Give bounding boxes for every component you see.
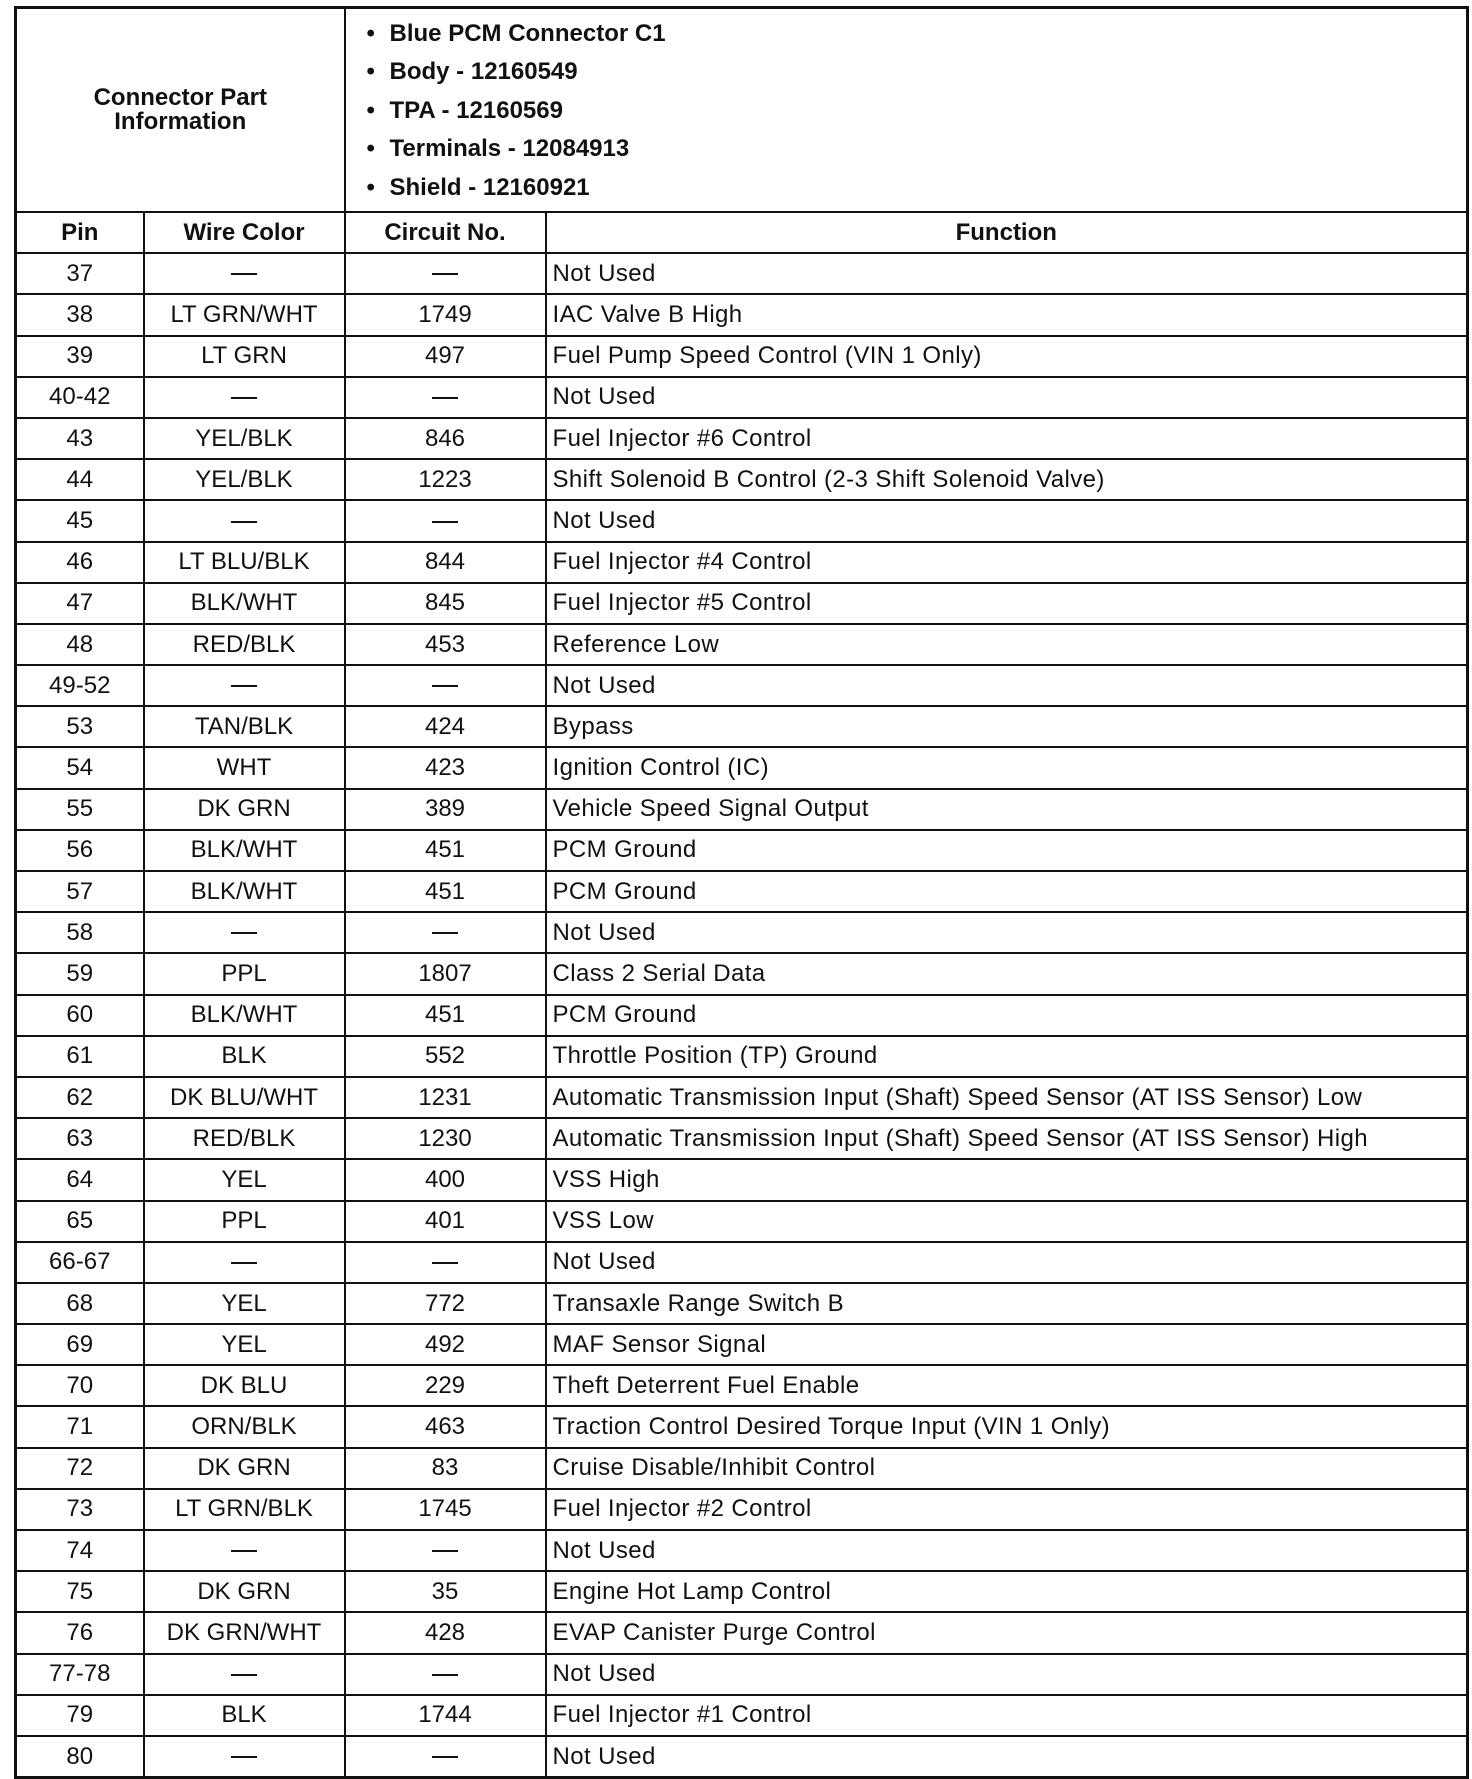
- circuit-no-cell: [345, 500, 546, 541]
- wire-color-cell: [144, 253, 345, 294]
- empty-dash: [432, 397, 458, 399]
- circuit-no-cell: 401: [345, 1201, 546, 1242]
- table-row: [16, 1036, 1468, 1077]
- empty-dash: [231, 397, 257, 399]
- connector-part-item: [366, 15, 1467, 53]
- pin-cell: 66-67: [16, 1242, 144, 1283]
- circuit-no-cell: 1223: [345, 459, 546, 500]
- bullet-icon: •: [366, 58, 375, 86]
- circuit-no-cell: [345, 1654, 546, 1695]
- pin-cell: 68: [16, 1283, 144, 1324]
- wire-color-cell: LT GRN: [144, 336, 345, 377]
- table-row: [16, 1242, 1468, 1283]
- pin-cell: 49-52: [16, 665, 144, 706]
- column-header-circuit-no: Circuit No.: [345, 212, 546, 253]
- wire-color-cell: PPL: [144, 1201, 345, 1242]
- table-row: [16, 336, 1468, 377]
- pin-cell: 72: [16, 1448, 144, 1489]
- wire-color-cell: [144, 500, 345, 541]
- circuit-no-cell: 451: [345, 871, 546, 912]
- function-cell: Throttle Position (TP) Ground: [546, 1036, 1468, 1077]
- connector-part-text: Body - 12160549: [389, 58, 578, 86]
- circuit-no-cell: 1230: [345, 1118, 546, 1159]
- circuit-no-cell: 423: [345, 747, 546, 788]
- pin-cell: 59: [16, 953, 144, 994]
- wire-color-cell: YEL/BLK: [144, 418, 345, 459]
- function-cell: PCM Ground: [546, 830, 1468, 871]
- function-cell: Automatic Transmission Input (Shaft) Speed Sensor (AT ISS Sensor) High: [546, 1118, 1468, 1159]
- function-cell: Bypass: [546, 706, 1468, 747]
- table-row: [16, 1365, 1468, 1406]
- wire-color-cell: DK GRN: [144, 789, 345, 830]
- circuit-no-cell: 428: [345, 1612, 546, 1653]
- bullet-icon: •: [366, 135, 375, 163]
- table-row: [16, 500, 1468, 541]
- connector-part-label-line2: Information: [114, 108, 247, 136]
- empty-dash: [231, 685, 257, 687]
- wire-color-cell: DK BLU/WHT: [144, 1077, 345, 1118]
- pin-cell: 60: [16, 995, 144, 1036]
- function-cell: Not Used: [546, 1242, 1468, 1283]
- table-row: [16, 1612, 1468, 1653]
- circuit-no-cell: 463: [345, 1406, 546, 1447]
- wire-color-cell: LT BLU/BLK: [144, 542, 345, 583]
- circuit-no-cell: 492: [345, 1324, 546, 1365]
- function-cell: Shift Solenoid B Control (2-3 Shift Solenoid Valve): [546, 459, 1468, 500]
- circuit-no-cell: [345, 665, 546, 706]
- function-cell: Fuel Pump Speed Control (VIN 1 Only): [546, 336, 1468, 377]
- table-row: [16, 789, 1468, 830]
- circuit-no-cell: 451: [345, 830, 546, 871]
- function-cell: Not Used: [546, 1736, 1468, 1778]
- wire-color-cell: DK GRN/WHT: [144, 1612, 345, 1653]
- function-cell: Theft Deterrent Fuel Enable: [546, 1365, 1468, 1406]
- table-row: [16, 1406, 1468, 1447]
- table-row: [16, 1695, 1468, 1736]
- empty-dash: [432, 1756, 458, 1758]
- connector-part-information-label: [16, 8, 345, 213]
- table-row: [16, 1159, 1468, 1200]
- wire-color-cell: BLK: [144, 1695, 345, 1736]
- connector-part-text: Blue PCM Connector C1: [389, 20, 666, 47]
- wire-color-cell: ORN/BLK: [144, 1406, 345, 1447]
- wire-color-cell: YEL/BLK: [144, 459, 345, 500]
- function-cell: Ignition Control (IC): [546, 747, 1468, 788]
- pin-cell: 45: [16, 500, 144, 541]
- circuit-no-cell: 1807: [345, 953, 546, 994]
- circuit-no-cell: [345, 912, 546, 953]
- circuit-no-cell: 229: [345, 1365, 546, 1406]
- pin-cell: 54: [16, 747, 144, 788]
- table-row: [16, 747, 1468, 788]
- table-row: [16, 418, 1468, 459]
- pin-cell: 48: [16, 624, 144, 665]
- wire-color-cell: YEL: [144, 1324, 345, 1365]
- circuit-no-cell: 35: [345, 1571, 546, 1612]
- pin-cell: 65: [16, 1201, 144, 1242]
- empty-dash: [231, 273, 257, 275]
- wire-color-cell: [144, 1736, 345, 1778]
- pin-cell: 77-78: [16, 1654, 144, 1695]
- connector-part-text: Terminals - 12084913: [389, 135, 630, 163]
- table-row: [16, 1201, 1468, 1242]
- function-cell: Reference Low: [546, 624, 1468, 665]
- empty-dash: [432, 932, 458, 934]
- wire-color-cell: WHT: [144, 747, 345, 788]
- function-cell: Fuel Injector #1 Control: [546, 1695, 1468, 1736]
- circuit-no-cell: [345, 253, 546, 294]
- wire-color-cell: DK BLU: [144, 1365, 345, 1406]
- connector-part-label-line1: Connector Part: [93, 84, 267, 112]
- connector-part-text: TPA - 12160569: [389, 96, 563, 124]
- function-cell: Not Used: [546, 1530, 1468, 1571]
- table-row: [16, 1489, 1468, 1530]
- empty-dash: [432, 1262, 458, 1264]
- table-row: [16, 294, 1468, 335]
- circuit-no-cell: 453: [345, 624, 546, 665]
- circuit-no-cell: 845: [345, 583, 546, 624]
- empty-dash: [432, 1550, 458, 1552]
- table-row: [16, 1571, 1468, 1612]
- table-row: [16, 1118, 1468, 1159]
- table-row: [16, 706, 1468, 747]
- table-row: [16, 624, 1468, 665]
- circuit-no-cell: 424: [345, 706, 546, 747]
- wire-color-cell: RED/BLK: [144, 1118, 345, 1159]
- table-row: [16, 1530, 1468, 1571]
- wire-color-cell: BLK/WHT: [144, 583, 345, 624]
- pin-cell: 44: [16, 459, 144, 500]
- pin-cell: 64: [16, 1159, 144, 1200]
- table-row: [16, 377, 1468, 418]
- table-row: [16, 459, 1468, 500]
- circuit-no-cell: 451: [345, 995, 546, 1036]
- table-row: [16, 583, 1468, 624]
- pin-cell: 69: [16, 1324, 144, 1365]
- table-row: [16, 995, 1468, 1036]
- function-cell: Not Used: [546, 665, 1468, 706]
- function-cell: Not Used: [546, 377, 1468, 418]
- table-row: [16, 871, 1468, 912]
- function-cell: VSS Low: [546, 1201, 1468, 1242]
- function-cell: EVAP Canister Purge Control: [546, 1612, 1468, 1653]
- wire-color-cell: [144, 1654, 345, 1695]
- function-cell: MAF Sensor Signal: [546, 1324, 1468, 1365]
- function-cell: Vehicle Speed Signal Output: [546, 789, 1468, 830]
- empty-dash: [231, 1262, 257, 1264]
- wire-color-cell: [144, 1530, 345, 1571]
- pin-cell: 47: [16, 583, 144, 624]
- circuit-no-cell: 552: [345, 1036, 546, 1077]
- circuit-no-cell: 1231: [345, 1077, 546, 1118]
- table-row: [16, 1654, 1468, 1695]
- wire-color-cell: BLK/WHT: [144, 995, 345, 1036]
- function-cell: VSS High: [546, 1159, 1468, 1200]
- connector-part-item: [366, 130, 1467, 168]
- wire-color-cell: [144, 665, 345, 706]
- function-cell: PCM Ground: [546, 871, 1468, 912]
- function-cell: Not Used: [546, 500, 1468, 541]
- table-row: [16, 665, 1468, 706]
- wire-color-cell: [144, 912, 345, 953]
- pin-cell: 37: [16, 253, 144, 294]
- connector-part-text: Shield - 12160921: [389, 173, 590, 201]
- pin-cell: 71: [16, 1406, 144, 1447]
- function-cell: Not Used: [546, 1654, 1468, 1695]
- wire-color-cell: TAN/BLK: [144, 706, 345, 747]
- circuit-no-cell: 846: [345, 418, 546, 459]
- wire-color-cell: [144, 377, 345, 418]
- table-row: [16, 542, 1468, 583]
- circuit-no-cell: [345, 1736, 546, 1778]
- wire-color-cell: BLK/WHT: [144, 871, 345, 912]
- pin-cell: 55: [16, 789, 144, 830]
- empty-dash: [231, 1550, 257, 1552]
- pin-cell: 39: [16, 336, 144, 377]
- empty-dash: [432, 273, 458, 275]
- function-cell: Engine Hot Lamp Control: [546, 1571, 1468, 1612]
- wire-color-cell: PPL: [144, 953, 345, 994]
- empty-dash: [231, 932, 257, 934]
- table-row: [16, 1077, 1468, 1118]
- circuit-no-cell: 1744: [345, 1695, 546, 1736]
- wire-color-cell: DK GRN: [144, 1448, 345, 1489]
- connector-part-item: [366, 92, 1467, 130]
- pin-cell: 63: [16, 1118, 144, 1159]
- wire-color-cell: DK GRN: [144, 1571, 345, 1612]
- function-cell: Automatic Transmission Input (Shaft) Speed Sensor (AT ISS Sensor) Low: [546, 1077, 1468, 1118]
- circuit-no-cell: 389: [345, 789, 546, 830]
- wire-color-cell: LT GRN/BLK: [144, 1489, 345, 1530]
- pin-cell: 62: [16, 1077, 144, 1118]
- wire-color-cell: BLK: [144, 1036, 345, 1077]
- table-row: [16, 953, 1468, 994]
- connector-info-row: [16, 8, 1468, 213]
- wire-color-cell: YEL: [144, 1283, 345, 1324]
- table-row: [16, 830, 1468, 871]
- table-row: [16, 1448, 1468, 1489]
- pin-cell: 40-42: [16, 377, 144, 418]
- pin-cell: 75: [16, 1571, 144, 1612]
- pin-cell: 53: [16, 706, 144, 747]
- pin-cell: 80: [16, 1736, 144, 1778]
- circuit-no-cell: [345, 377, 546, 418]
- bullet-icon: •: [366, 20, 375, 47]
- wire-color-cell: LT GRN/WHT: [144, 294, 345, 335]
- column-header-pin: Pin: [16, 212, 144, 253]
- function-cell: Fuel Injector #2 Control: [546, 1489, 1468, 1530]
- wire-color-cell: YEL: [144, 1159, 345, 1200]
- function-cell: Not Used: [546, 912, 1468, 953]
- empty-dash: [432, 685, 458, 687]
- table-body: [16, 8, 1468, 1778]
- function-cell: Not Used: [546, 253, 1468, 294]
- bullet-icon: •: [366, 96, 375, 124]
- function-cell: Traction Control Desired Torque Input (VIN 1 Only): [546, 1406, 1468, 1447]
- circuit-no-cell: 1745: [345, 1489, 546, 1530]
- table-row: [16, 253, 1468, 294]
- circuit-no-cell: 772: [345, 1283, 546, 1324]
- pin-cell: 56: [16, 830, 144, 871]
- table-row: [16, 1283, 1468, 1324]
- empty-dash: [432, 1674, 458, 1676]
- pin-cell: 76: [16, 1612, 144, 1653]
- empty-dash: [231, 1756, 257, 1758]
- connector-pinout-table: [14, 6, 1469, 1779]
- function-cell: Cruise Disable/Inhibit Control: [546, 1448, 1468, 1489]
- function-cell: Fuel Injector #5 Control: [546, 583, 1468, 624]
- connector-part-list: [366, 15, 1467, 207]
- wire-color-cell: RED/BLK: [144, 624, 345, 665]
- empty-dash: [432, 521, 458, 523]
- pin-cell: 79: [16, 1695, 144, 1736]
- function-cell: Transaxle Range Switch B: [546, 1283, 1468, 1324]
- pin-cell: 57: [16, 871, 144, 912]
- function-cell: Fuel Injector #4 Control: [546, 542, 1468, 583]
- column-header-wire-color: Wire Color: [144, 212, 345, 253]
- pin-cell: 73: [16, 1489, 144, 1530]
- empty-dash: [231, 1674, 257, 1676]
- pin-cell: 61: [16, 1036, 144, 1077]
- connector-part-details: [345, 8, 1468, 213]
- circuit-no-cell: [345, 1242, 546, 1283]
- bullet-icon: •: [366, 173, 375, 201]
- column-header-row: [16, 212, 1468, 253]
- pin-cell: 70: [16, 1365, 144, 1406]
- table-row: [16, 1736, 1468, 1778]
- pin-cell: 74: [16, 1530, 144, 1571]
- pin-cell: 58: [16, 912, 144, 953]
- connector-part-item: [366, 169, 1467, 207]
- circuit-no-cell: [345, 1530, 546, 1571]
- function-cell: Fuel Injector #6 Control: [546, 418, 1468, 459]
- function-cell: PCM Ground: [546, 995, 1468, 1036]
- circuit-no-cell: 844: [345, 542, 546, 583]
- function-cell: Class 2 Serial Data: [546, 953, 1468, 994]
- circuit-no-cell: 83: [345, 1448, 546, 1489]
- function-cell: IAC Valve B High: [546, 294, 1468, 335]
- circuit-no-cell: 497: [345, 336, 546, 377]
- pin-cell: 46: [16, 542, 144, 583]
- connector-part-item: [366, 53, 1467, 91]
- wire-color-cell: BLK/WHT: [144, 830, 345, 871]
- pin-cell: 38: [16, 294, 144, 335]
- column-header-function: Function: [546, 212, 1468, 253]
- pin-cell: 43: [16, 418, 144, 459]
- table-row: [16, 1324, 1468, 1365]
- circuit-no-cell: 400: [345, 1159, 546, 1200]
- empty-dash: [231, 521, 257, 523]
- table-row: [16, 912, 1468, 953]
- circuit-no-cell: 1749: [345, 294, 546, 335]
- wire-color-cell: [144, 1242, 345, 1283]
